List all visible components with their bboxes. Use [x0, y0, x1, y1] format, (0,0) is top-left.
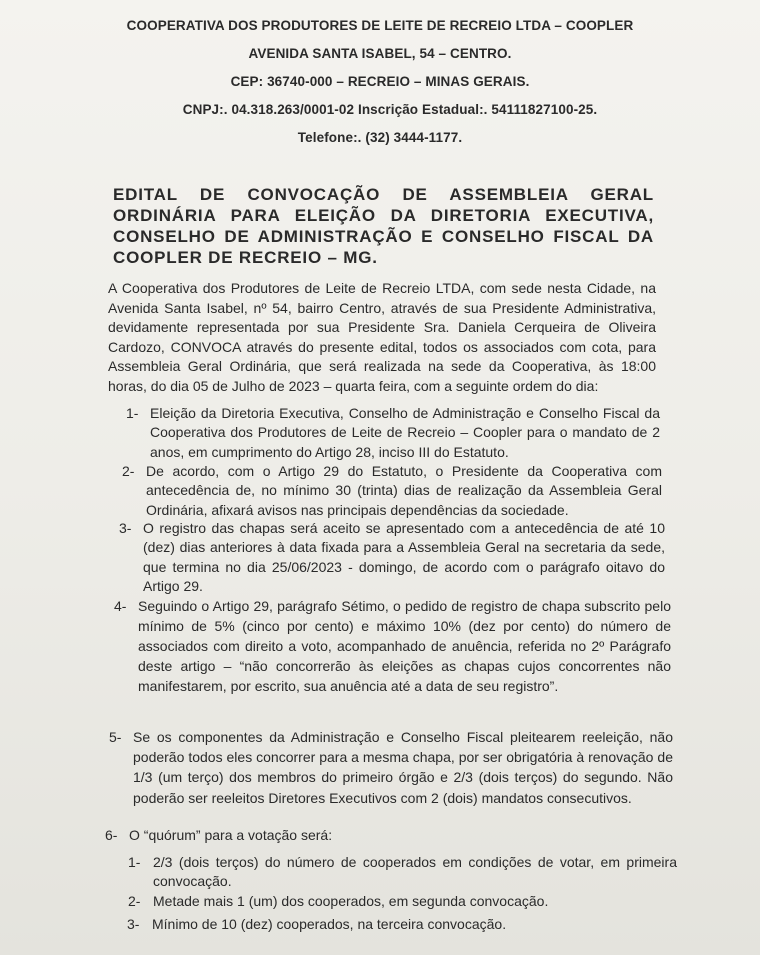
subitem-number: 1- [128, 854, 141, 870]
sublist-item [127, 915, 676, 934]
sublist-item [128, 892, 677, 911]
notice-title: EDITAL DE CONVOCAÇÃO DE ASSEMBLEIA GERAL ORDINÁRIA PARA ELEIÇÃO DA DIRETORIA EXECUTIVA, CONSELHO DE ADMINISTRAÇÃO E CONSELHO FISCAL DA COOPLER DE RECREIO – MG. [113, 185, 654, 267]
item-text: O “quórum” para a votação será: [129, 827, 333, 843]
subitem-text: Metade mais 1 (um) dos cooperados, em segunda convocação. [153, 893, 549, 909]
list-item [126, 404, 660, 462]
item-text: O registro das chapas será aceito se apresentado com a antecedência de até 10 (dez) dias anteriores à data fixada para a Assembleia Geral na secretaria da sede, que termina no dia 25/06/2023 - domingo, de acordo com o parágrafo oitavo do Artigo 29. [143, 520, 665, 595]
header-tax-ids: CNPJ:. 04.318.263/0001-02 Inscrição Estadual:. 54111827100-25. [182, 102, 598, 117]
list-item [105, 826, 674, 845]
item-text: Se os componentes da Administração e Conselho Fiscal pleitearem reeleição, não poderão todos eles concorrer para a mesma chapa, por ser obrigatória à renovação de 1/3 (um terço) dos membros do primeiro órgão e 2/3 (dois terços) do segundo. Não poderão ser reeleitos Diretores Executivos com 2 (dois) mandatos consecutivos. [133, 729, 673, 806]
list-item [119, 519, 665, 597]
header-cooperative-name: COOPERATIVA DOS PRODUTORES DE LEITE DE RECREIO LTDA – COOPLER [126, 18, 634, 33]
subitem-text: Mínimo de 10 (dez) cooperados, na terceira convocação. [152, 916, 507, 932]
intro-paragraph: A Cooperativa dos Produtores de Leite de Recreio LTDA, com sede nesta Cidade, na Avenida Santa Isabel, nº 54, bairro Centro, através de sua Presidente Administrativa, devidamente representada por sua Presidente Sra. Daniela Cerqueira de Oliveira Cardozo, CONVOCA através do presente edital, todos os associados com cota, para Assembleia Geral Ordinária, que será realizada na sede da Cooperativa, às 18:00 horas, do dia 05 de Julho de 2023 – quarta feira, com a seguinte ordem do dia: [108, 280, 656, 394]
header-phone: Telefone:. (32) 3444-1177. [297, 130, 463, 145]
list-item [122, 462, 662, 520]
subitem-number: 3- [127, 916, 140, 932]
subitem-number: 2- [128, 893, 141, 909]
list-item [109, 727, 673, 808]
header-postal-code: CEP: 36740-000 – RECREIO – MINAS GERAIS. [230, 74, 530, 89]
item-number: 6- [105, 827, 118, 843]
list-item [114, 597, 671, 697]
item-number: 2- [122, 463, 135, 479]
item-number: 4- [114, 598, 127, 614]
subitem-text: 2/3 (dois terços) do número de cooperados em condições de votar, em primeira convocação. [153, 854, 677, 890]
item-text: Eleição da Diretoria Executiva, Conselho de Administração e Conselho Fiscal da Cooperativa dos Produtores de Leite de Recreio – Coopler para o mandato de 2 anos, em cumprimento do Artigo 28, inciso III do Estatuto. [150, 405, 660, 460]
sublist-item [128, 853, 677, 892]
header-address: AVENIDA SANTA ISABEL, 54 – CENTRO. [248, 46, 512, 61]
item-text: De acordo, com o Artigo 29 do Estatuto, o Presidente da Cooperativa com antecedência de, no mínimo 30 (trinta) dias de realização da Assembleia Geral Ordinária, afixará avisos nas principais dependências da sociedade. [146, 463, 662, 518]
item-text: Seguindo o Artigo 29, parágrafo Sétimo, o pedido de registro de chapa subscrito pelo mínimo de 5% (cinco por cento) e máximo 10% (dez por cento) do número de associados com direito a voto, acompanhado de anuência, referida no 2º Parágrafo deste artigo – “não concorrerão às eleições as chapas cujos concorrentes não manifestarem, por escrito, sua anuência até a data de seu registro”. [138, 598, 671, 694]
item-number: 5- [109, 729, 122, 745]
item-number: 3- [119, 520, 132, 536]
item-number: 1- [126, 405, 139, 421]
